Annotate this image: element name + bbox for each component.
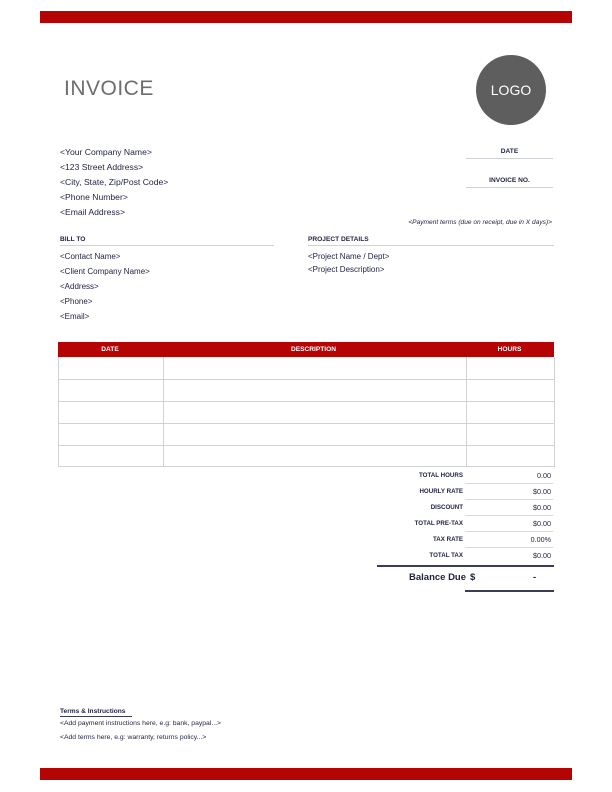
- totals-row-tax-rate: [380, 532, 553, 548]
- terms-terms: <Add terms here, e.g: warranty, returns policy...>: [60, 734, 207, 741]
- company-email: <Email Address>: [60, 207, 125, 217]
- top-accent-bar: [40, 11, 572, 23]
- company-city: <City, State, Zip/Post Code>: [60, 177, 169, 187]
- payment-terms: <Payment terms (due on receipt, due in X days)>: [408, 219, 552, 226]
- totals-label: TOTAL TAX: [429, 552, 463, 559]
- balance-value: -: [533, 572, 537, 583]
- totals-value: $0.00: [533, 551, 551, 560]
- table-row-divider: [59, 401, 554, 402]
- project-description: <Project Description>: [308, 265, 385, 274]
- column-description: DESCRIPTION: [290, 346, 337, 353]
- project-heading: PROJECT DETAILS: [308, 236, 369, 243]
- totals-label: TOTAL HOURS: [419, 472, 463, 479]
- bill-to-address: <Address>: [60, 282, 99, 291]
- date-label: DATE: [500, 148, 519, 155]
- table-row-divider: [59, 379, 554, 380]
- logo-placeholder: [476, 55, 546, 125]
- bill-to-contact: <Contact Name>: [60, 252, 121, 261]
- company-name: <Your Company Name>: [60, 147, 152, 157]
- company-street: <123 Street Address>: [60, 162, 144, 172]
- column-hours: HOURS: [497, 346, 522, 353]
- balance-due-label: Balance Due: [409, 572, 467, 583]
- totals-label: TOTAL PRE-TAX: [414, 520, 463, 527]
- column-date: DATE: [101, 346, 119, 353]
- project-underline: [308, 245, 554, 246]
- invoice-no-label: INVOICE NO.: [489, 177, 530, 184]
- totals-row-total-hours: [380, 468, 553, 484]
- items-table-body: [58, 357, 555, 467]
- totals-row-total-tax: [380, 548, 553, 564]
- balance-currency: $: [470, 572, 476, 583]
- terms-heading: Terms & Instructions: [60, 708, 126, 715]
- totals-value: $0.00: [533, 503, 551, 512]
- col-divider-date: [163, 357, 164, 466]
- bill-to-heading: BILL TO: [60, 236, 86, 243]
- totals-label: DISCOUNT: [430, 504, 463, 511]
- totals-label: TAX RATE: [432, 536, 463, 543]
- balance-top-rule: [377, 565, 554, 567]
- totals-label: HOURLY RATE: [419, 488, 463, 495]
- totals-row-total-pre-tax: [380, 516, 553, 532]
- totals-value: $0.00: [533, 519, 551, 528]
- table-row-divider: [59, 445, 554, 446]
- totals-value: $0.00: [533, 487, 551, 496]
- totals-row-hourly-rate: [380, 484, 553, 500]
- company-phone: <Phone Number>: [60, 192, 128, 202]
- invoice-title: INVOICE: [64, 77, 154, 100]
- totals-value: 0.00%: [530, 535, 551, 544]
- logo-text: LOGO: [490, 82, 532, 98]
- bottom-accent-bar: [40, 768, 572, 780]
- project-name: <Project Name / Dept>: [308, 252, 390, 261]
- totals-value: 0.00: [537, 471, 551, 480]
- date-underline: [466, 158, 553, 159]
- items-table-header: [58, 342, 554, 357]
- table-row-divider: [59, 423, 554, 424]
- col-divider-hours: [466, 357, 467, 466]
- totals-row-discount: [380, 500, 553, 516]
- terms-underline: [60, 716, 132, 717]
- invoice-no-underline: [466, 187, 553, 188]
- balance-bottom-rule: [465, 590, 554, 592]
- bill-to-underline: [60, 245, 274, 246]
- bill-to-email: <Email>: [60, 312, 90, 321]
- terms-payment: <Add payment instructions here, e.g: bank, paypal...>: [60, 720, 221, 727]
- bill-to-phone: <Phone>: [60, 297, 93, 306]
- bill-to-company: <Client Company Name>: [60, 267, 150, 276]
